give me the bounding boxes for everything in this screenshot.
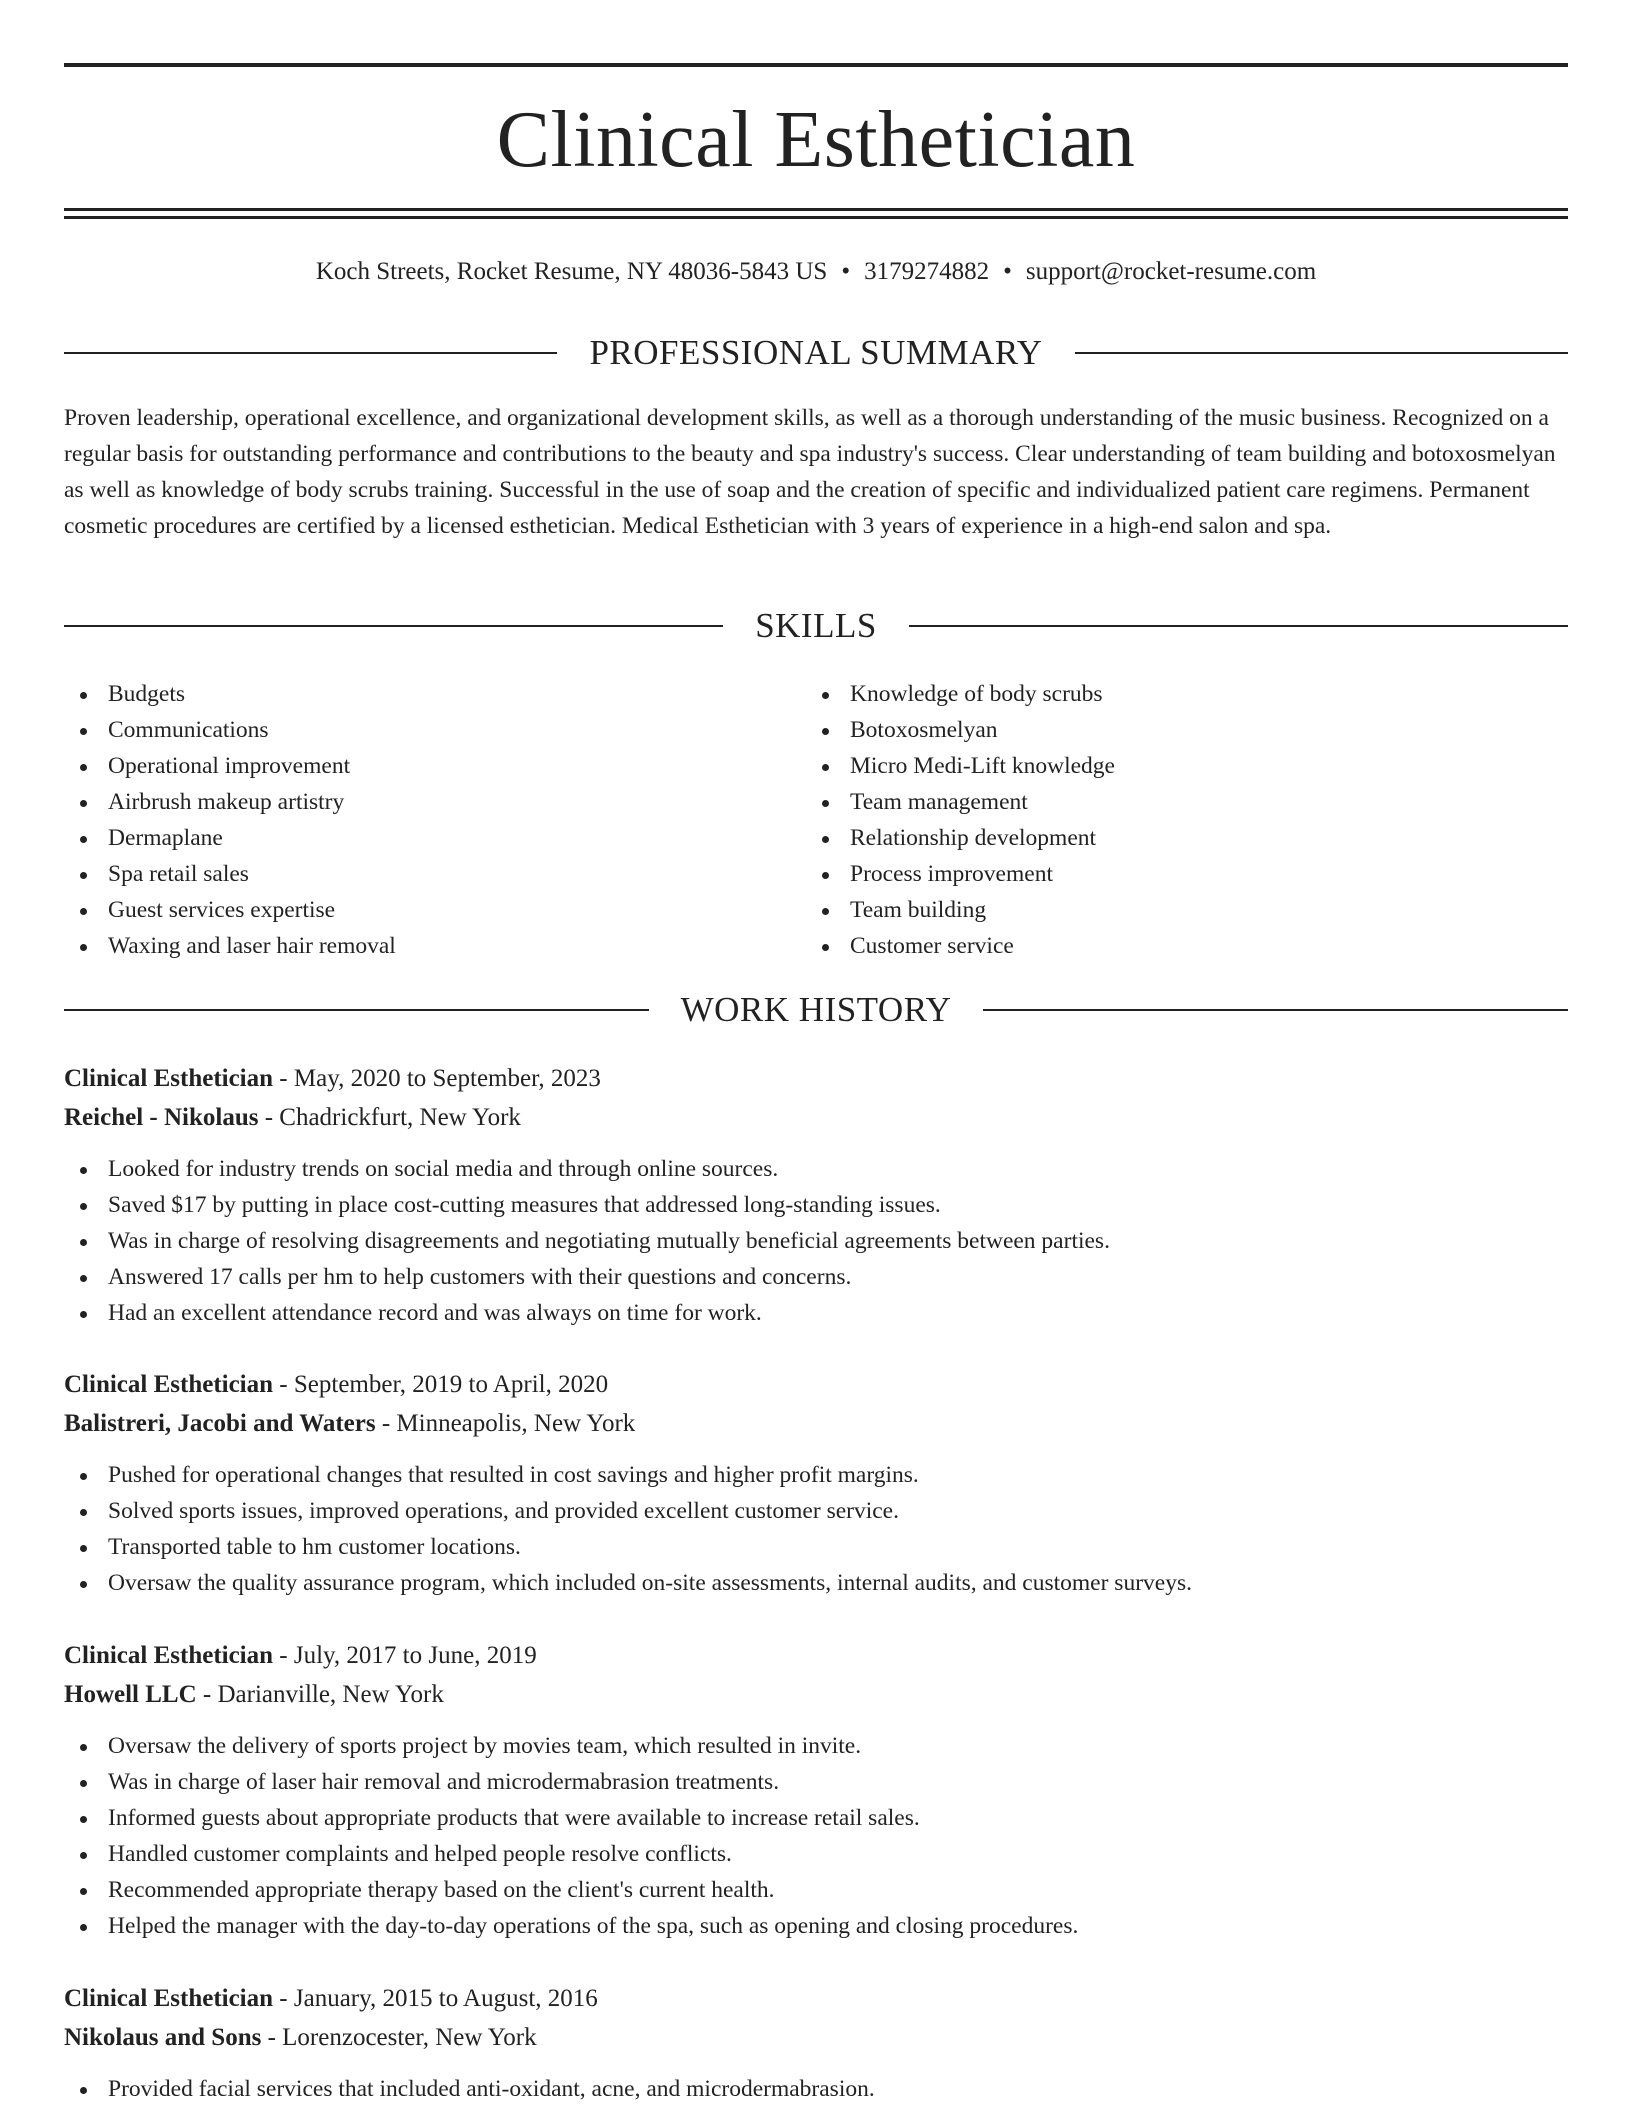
job-bullet: Provided facial services that included anti-oxidant, acne, and microdermabrasion.	[64, 2071, 1568, 2107]
job-bullets	[64, 2071, 1568, 2107]
job-bullet: Saved $17 by putting in place cost-cutting measures that addressed long-standing issues.	[64, 1187, 1568, 1223]
job-bullet: Oversaw the quality assurance program, which included on-site assessments, internal audits, and customer surveys.	[64, 1565, 1568, 1601]
job-company: Howell LLC	[64, 1681, 197, 1708]
job-bullet: Handled customer complaints and helped people resolve conflicts.	[64, 1836, 1568, 1872]
skill-item: Relationship development	[806, 820, 1546, 856]
skill-item: Dermaplane	[64, 820, 804, 856]
job-dates: - September, 2019 to April, 2020	[279, 1371, 609, 1398]
job-bullet: Recommended appropriate therapy based on the client's current health.	[64, 1872, 1568, 1908]
skills-list-right	[806, 676, 1546, 964]
heading-rule-left	[64, 1009, 649, 1011]
heading-rule-right	[983, 1009, 1568, 1011]
job-bullet: Was in charge of laser hair removal and microdermabrasion treatments.	[64, 1764, 1568, 1800]
job-bullet: Answered 17 calls per hm to help customers with their questions and concerns.	[64, 1259, 1568, 1295]
skill-item: Team management	[806, 784, 1546, 820]
job-location: - Chadrickfurt, New York	[264, 1104, 521, 1131]
skill-item: Spa retail sales	[64, 856, 804, 892]
page-title: Clinical Esthetician	[496, 96, 1136, 184]
top-rule	[64, 63, 1568, 67]
job-bullet: Helped the manager with the day-to-day operations of the spa, such as opening and closing procedures.	[64, 1908, 1568, 1944]
job-title-line	[64, 1059, 1568, 1098]
skill-item: Process improvement	[806, 856, 1546, 892]
job-bullet: Pushed for operational changes that resulted in cost savings and higher profit margins.	[64, 1457, 1568, 1493]
heading-rule-right	[909, 625, 1568, 627]
heading-rule-left	[64, 625, 723, 627]
heading-rule-right	[1075, 352, 1568, 354]
skill-item: Micro Medi-Lift knowledge	[806, 748, 1546, 784]
skill-item: Customer service	[806, 928, 1546, 964]
job-company: Reichel - Nikolaus	[64, 1104, 259, 1131]
skills-heading	[64, 604, 1568, 648]
job-dates: - May, 2020 to September, 2023	[279, 1065, 601, 1092]
job-title: Clinical Esthetician	[64, 1642, 274, 1669]
job-bullets	[64, 1728, 1568, 1944]
job-location: - Darianville, New York	[202, 1681, 444, 1708]
job-bullet: Transported table to hm customer locations.	[64, 1529, 1568, 1565]
skills-heading-label: SKILLS	[755, 606, 877, 645]
job-entry	[64, 1636, 1568, 1944]
title-divider-upper	[64, 208, 1568, 211]
skill-item: Guest services expertise	[64, 892, 804, 928]
skill-item: Budgets	[64, 676, 804, 712]
contact-info	[64, 255, 1568, 289]
contact-separator: •	[1003, 258, 1012, 285]
skill-item: Waxing and laser hair removal	[64, 928, 804, 964]
job-entry	[64, 1979, 1568, 2107]
job-company-line	[64, 1675, 1568, 1714]
job-title: Clinical Esthetician	[64, 1371, 274, 1398]
skill-item: Team building	[806, 892, 1546, 928]
job-bullets	[64, 1457, 1568, 1601]
skill-item: Airbrush makeup artistry	[64, 784, 804, 820]
skill-item: Knowledge of body scrubs	[806, 676, 1546, 712]
job-bullet: Looked for industry trends on social media and through online sources.	[64, 1151, 1568, 1187]
contact-address: Koch Streets, Rocket Resume, NY 48036-5843 US	[315, 258, 828, 285]
job-company: Balistreri, Jacobi and Waters	[64, 1410, 376, 1437]
job-bullet: Oversaw the delivery of sports project by movies team, which resulted in invite.	[64, 1728, 1568, 1764]
job-bullets	[64, 1151, 1568, 1331]
job-company-line	[64, 2018, 1568, 2057]
job-entry	[64, 1365, 1568, 1601]
job-location: - Minneapolis, New York	[381, 1410, 636, 1437]
job-company-line	[64, 1404, 1568, 1443]
job-entry	[64, 1059, 1568, 1331]
contact-separator: •	[841, 258, 851, 285]
skill-item: Botoxosmelyan	[806, 712, 1546, 748]
summary-text: Proven leadership, operational excellence, and organizational development skills, as well as a thorough understanding of the music business. Recognized on a regular basis for outstanding performance and contributions to the beauty and spa industry's success. Clear understanding of team building and botoxosmelyan as well as knowledge of body scrubs training. Successful in the use of soap and the creation of specific and individualized patient care regimens. Permanent cosmetic procedures are certified by a licensed esthetician. Medical Esthetician with 3 years of experience in a high-end salon and spa.	[64, 405, 1556, 539]
job-location: - Lorenzocester, New York	[267, 2024, 537, 2051]
job-title-line	[64, 1365, 1568, 1404]
job-bullet: Informed guests about appropriate products that were available to increase retail sales.	[64, 1800, 1568, 1836]
skill-item: Operational improvement	[64, 748, 804, 784]
job-dates: - July, 2017 to June, 2019	[279, 1642, 537, 1669]
summary-heading	[64, 331, 1568, 375]
skills-list-left	[64, 676, 804, 964]
work-history-heading	[64, 988, 1568, 1032]
heading-rule-left	[64, 352, 557, 354]
contact-phone: 3179274882	[864, 258, 990, 285]
job-company: Nikolaus and Sons	[64, 2024, 262, 2051]
job-title: Clinical Esthetician	[64, 1985, 274, 2012]
contact-email: support@rocket-resume.com	[1025, 258, 1317, 285]
job-bullet: Solved sports issues, improved operations, and provided excellent customer service.	[64, 1493, 1568, 1529]
job-title-line	[64, 1979, 1568, 2018]
job-title: Clinical Esthetician	[64, 1065, 274, 1092]
work-history-heading-label: WORK HISTORY	[680, 990, 952, 1029]
title-divider-lower	[64, 216, 1568, 219]
skill-item: Communications	[64, 712, 804, 748]
job-bullet: Had an excellent attendance record and was always on time for work.	[64, 1295, 1568, 1331]
job-dates: - January, 2015 to August, 2016	[279, 1985, 598, 2012]
job-bullet: Was in charge of resolving disagreements and negotiating mutually beneficial agreements between parties.	[64, 1223, 1568, 1259]
summary-heading-label: PROFESSIONAL SUMMARY	[589, 333, 1043, 372]
job-company-line	[64, 1098, 1568, 1137]
job-title-line	[64, 1636, 1568, 1675]
